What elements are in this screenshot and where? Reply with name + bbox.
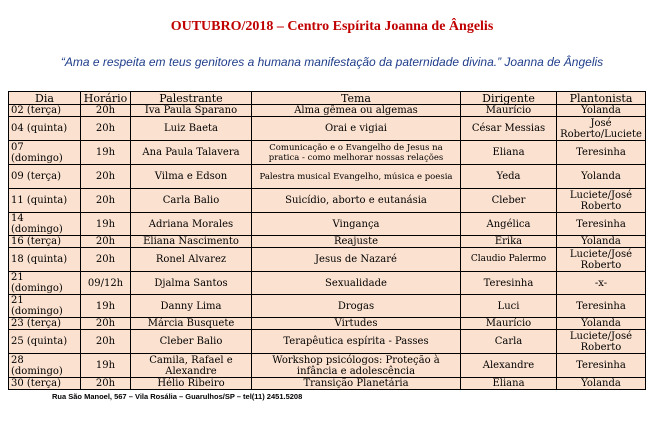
table-row xyxy=(9,141,646,165)
cell-plantonista: Luciete/José Roberto xyxy=(557,330,646,354)
cell-plantonista: Teresinha xyxy=(557,141,646,165)
cell-tema: Transição Planetária xyxy=(252,378,461,390)
cell-dirigente: Carla xyxy=(461,330,557,354)
cell-dirigente: Angélica xyxy=(461,213,557,236)
cell-tema: Reajuste xyxy=(252,236,461,248)
cell-horario: 09/12h xyxy=(81,272,131,295)
table-row xyxy=(9,213,646,236)
table-row xyxy=(9,354,646,378)
cell-dia: 02 (terça) xyxy=(9,105,81,117)
table-row xyxy=(9,189,646,213)
header-horario: Horário xyxy=(81,92,131,105)
cell-horario: 20h xyxy=(81,165,131,189)
cell-dia: 30 (terça) xyxy=(9,378,81,390)
cell-dia: 11 (quinta) xyxy=(9,189,81,213)
cell-dia: 04 (quinta) xyxy=(9,117,81,141)
cell-horario: 20h xyxy=(81,330,131,354)
cell-horario: 20h xyxy=(81,117,131,141)
table-row xyxy=(9,272,646,295)
footer-address: Rua São Manoel, 567 – Vila Rosália – Guarulhos/SP – tel(11) 2451.5208 xyxy=(52,392,303,401)
cell-palestrante: Djalma Santos xyxy=(131,272,252,295)
cell-dia: 21 (domingo) xyxy=(9,295,81,318)
cell-dirigente: Maurício xyxy=(461,105,557,117)
cell-dirigente: Eliana xyxy=(461,141,557,165)
header-plantonista: Plantonista xyxy=(557,92,646,105)
table-row xyxy=(9,330,646,354)
cell-horario: 20h xyxy=(81,318,131,330)
cell-horario: 19h xyxy=(81,354,131,378)
header-palestrante: Palestrante xyxy=(131,92,252,105)
quote-text: “Ama e respeita em teus genitores a humana manifestação da paternidade divina.” Joanna de Ângelis xyxy=(60,55,604,69)
cell-palestrante: Eliana Nascimento xyxy=(131,236,252,248)
table-row xyxy=(9,117,646,141)
cell-horario: 20h xyxy=(81,378,131,390)
cell-tema: Suicídio, aborto e eutanásia xyxy=(252,189,461,213)
cell-palestrante: Carla Balio xyxy=(131,189,252,213)
table-row xyxy=(9,165,646,189)
cell-horario: 20h xyxy=(81,105,131,117)
cell-palestrante: Iva Paula Sparano xyxy=(131,105,252,117)
cell-palestrante: Camila, Rafael e Alexandre xyxy=(131,354,252,378)
cell-palestrante: Hélio Ribeiro xyxy=(131,378,252,390)
cell-dirigente: Erika xyxy=(461,236,557,248)
table-row xyxy=(9,295,646,318)
cell-tema: Sexualidade xyxy=(252,272,461,295)
cell-dirigente: Teresinha xyxy=(461,272,557,295)
cell-dia: 16 (terça) xyxy=(9,236,81,248)
cell-dia: 18 (quinta) xyxy=(9,248,81,272)
cell-palestrante: Adriana Morales xyxy=(131,213,252,236)
cell-plantonista: Luciete/José Roberto xyxy=(557,248,646,272)
cell-tema: Vingança xyxy=(252,213,461,236)
cell-horario: 20h xyxy=(81,236,131,248)
cell-horario: 19h xyxy=(81,141,131,165)
cell-palestrante: Vilma e Edson xyxy=(131,165,252,189)
cell-dia: 23 (terça) xyxy=(9,318,81,330)
header-dia: Dia xyxy=(9,92,81,105)
header-dirigente: Dirigente xyxy=(461,92,557,105)
table-row xyxy=(9,318,646,330)
cell-dirigente: Eliana xyxy=(461,378,557,390)
cell-plantonista: José Roberto/Luciete xyxy=(557,117,646,141)
cell-dia: 21 (domingo) xyxy=(9,272,81,295)
cell-horario: 20h xyxy=(81,248,131,272)
cell-palestrante: Ana Paula Talavera xyxy=(131,141,252,165)
cell-horario: 20h xyxy=(81,189,131,213)
cell-horario: 19h xyxy=(81,295,131,318)
cell-palestrante: Cleber Balio xyxy=(131,330,252,354)
cell-tema: Virtudes xyxy=(252,318,461,330)
cell-plantonista: Luciete/José Roberto xyxy=(557,189,646,213)
cell-plantonista: Teresinha xyxy=(557,354,646,378)
cell-plantonista: Teresinha xyxy=(557,295,646,318)
cell-tema: Workshop psicólogos: Proteção à infância e adolescência xyxy=(252,354,461,378)
cell-tema: Drogas xyxy=(252,295,461,318)
table-row xyxy=(9,248,646,272)
cell-palestrante: Ronel Alvarez xyxy=(131,248,252,272)
cell-dia: 09 (terça) xyxy=(9,165,81,189)
table-row xyxy=(9,236,646,248)
cell-tema: Orai e vigiai xyxy=(252,117,461,141)
cell-palestrante: Danny Lima xyxy=(131,295,252,318)
cell-plantonista: Yolanda xyxy=(557,318,646,330)
page-title: OUTUBRO/2018 – Centro Espírita Joanna de Ângelis xyxy=(170,19,494,34)
header-tema: Tema xyxy=(252,92,461,105)
cell-plantonista: Teresinha xyxy=(557,213,646,236)
cell-tema: Terapêutica espírita - Passes xyxy=(252,330,461,354)
cell-dirigente: César Messias xyxy=(461,117,557,141)
cell-dia: 28 (domingo) xyxy=(9,354,81,378)
cell-dirigente: Alexandre xyxy=(461,354,557,378)
cell-dirigente: Yeda xyxy=(461,165,557,189)
schedule-table xyxy=(8,91,646,390)
cell-dirigente: Claudio Palermo xyxy=(461,248,557,272)
table-row xyxy=(9,378,646,390)
cell-palestrante: Márcia Busquete xyxy=(131,318,252,330)
cell-dirigente: Luci xyxy=(461,295,557,318)
cell-dia: 25 (quinta) xyxy=(9,330,81,354)
cell-plantonista: Yolanda xyxy=(557,165,646,189)
table-row xyxy=(9,105,646,117)
cell-plantonista: -x- xyxy=(557,272,646,295)
cell-tema: Alma gêmea ou algemas xyxy=(252,105,461,117)
cell-horario: 19h xyxy=(81,213,131,236)
cell-tema: Palestra musical Evangelho, música e poesia xyxy=(252,165,461,189)
cell-plantonista: Yolanda xyxy=(557,105,646,117)
cell-plantonista: Yolanda xyxy=(557,378,646,390)
cell-dia: 07 (domingo) xyxy=(9,141,81,165)
cell-dia: 14 (domingo) xyxy=(9,213,81,236)
cell-dirigente: Maurício xyxy=(461,318,557,330)
cell-plantonista: Yolanda xyxy=(557,236,646,248)
cell-dirigente: Cleber xyxy=(461,189,557,213)
table-header-row xyxy=(9,92,646,105)
cell-palestrante: Luiz Baeta xyxy=(131,117,252,141)
cell-tema: Comunicação e o Evangelho de Jesus na pratica - como melhorar nossas relações xyxy=(252,141,461,165)
cell-tema: Jesus de Nazaré xyxy=(252,248,461,272)
